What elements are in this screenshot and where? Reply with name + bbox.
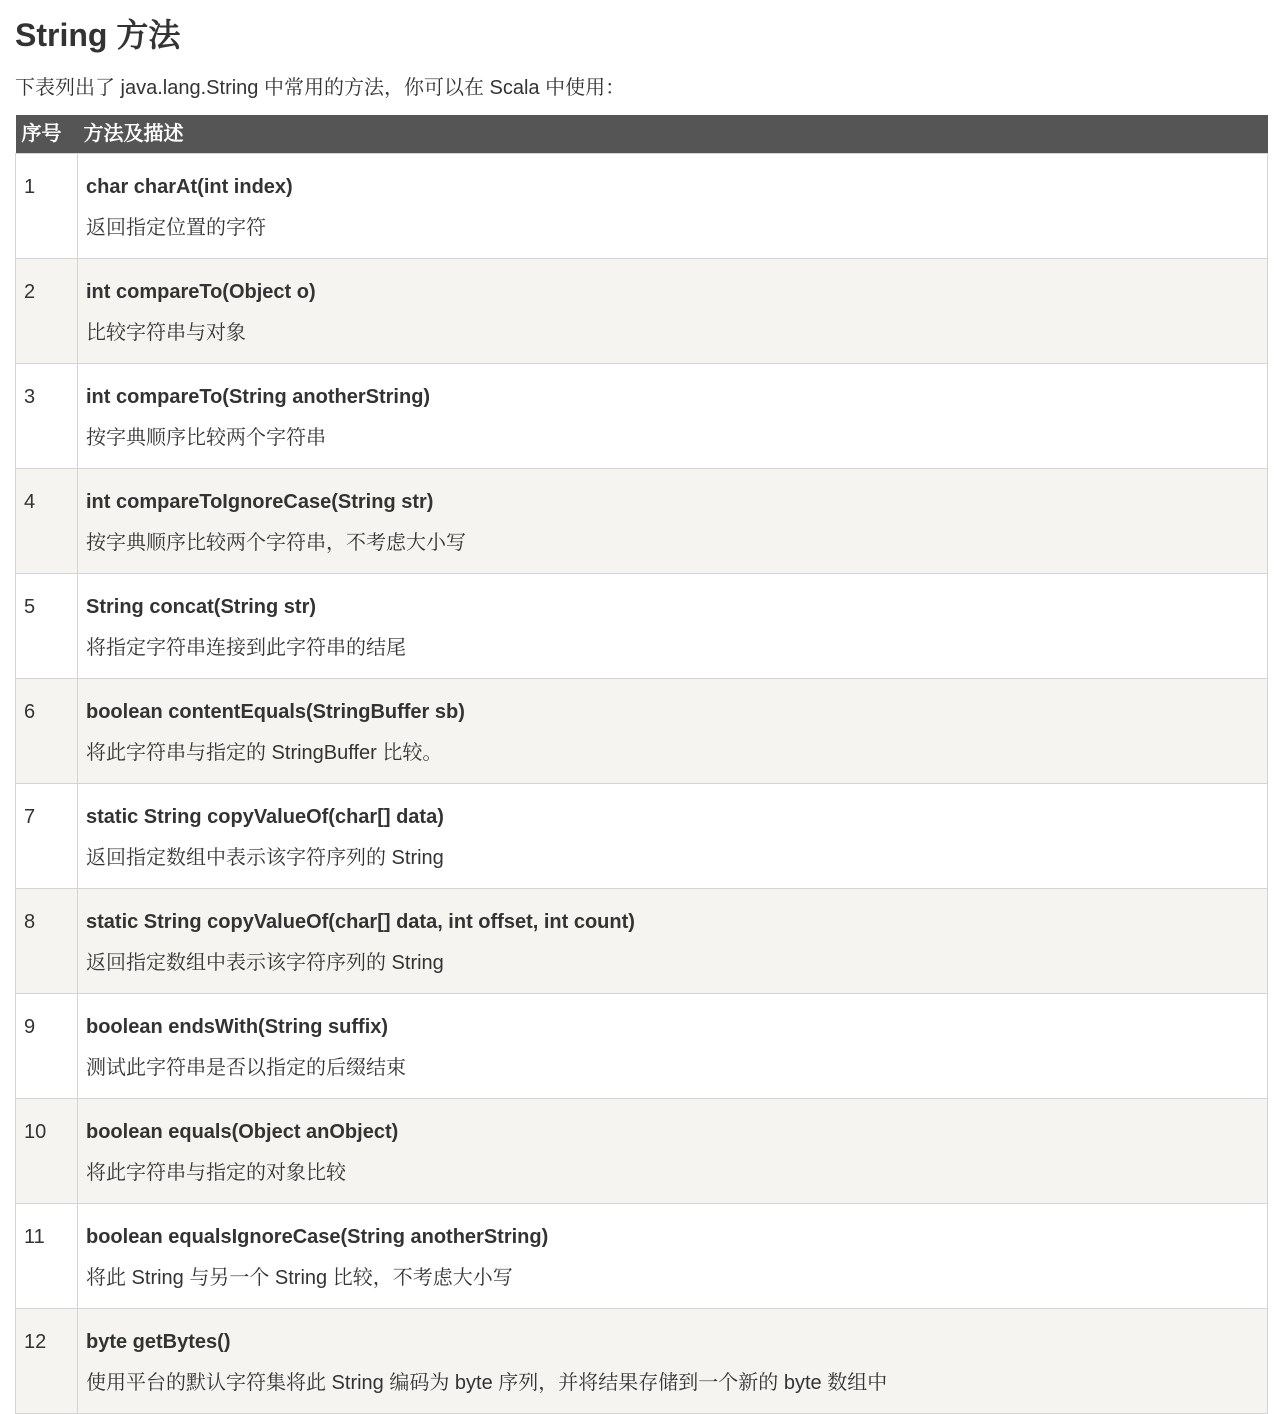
method-cell [78,154,1268,259]
page-title: String 方法 [15,17,181,53]
row-number-cell [16,679,78,784]
row-number: 3 [24,386,36,408]
row-number-cell [16,574,78,679]
row-number: 1 [24,176,36,198]
method-description: 将指定字符串连接到此字符串的结尾 [86,637,406,659]
row-number-cell [16,469,78,574]
method-description: 按字典顺序比较两个字符串 [86,427,326,449]
method-signature: static String copyValueOf(char[] data, int offset, int count) [86,911,635,933]
method-description: 使用平台的默认字符集将此 String 编码为 byte 序列，并将结果存储到一个新的 byte 数组中 [86,1372,888,1394]
row-number: 4 [24,491,36,513]
row-number: 5 [24,596,36,618]
method-cell [78,994,1268,1099]
method-cell [78,469,1268,574]
row-number-cell [16,154,78,259]
row-number-cell [16,889,78,994]
table-row [16,1099,1268,1204]
row-number: 10 [24,1121,47,1143]
method-signature: int compareTo(Object o) [86,281,316,303]
method-signature: String concat(String str) [86,596,317,618]
method-cell [78,784,1268,889]
method-signature: int compareTo(String anotherString) [86,386,431,408]
table-row [16,1204,1268,1309]
intro-paragraph: 下表列出了 java.lang.String 中常用的方法，你可以在 Scala 中使用： [15,77,626,99]
table-row [16,259,1268,364]
method-cell [78,1204,1268,1309]
table-row [16,154,1268,259]
row-number-cell [16,1309,78,1414]
method-description: 测试此字符串是否以指定的后缀结束 [86,1057,406,1079]
method-description: 返回指定数组中表示该字符序列的 String [86,847,444,869]
row-number-cell [16,364,78,469]
method-signature: byte getBytes() [86,1331,231,1353]
row-number-cell [16,259,78,364]
method-signature: int compareToIgnoreCase(String str) [86,491,434,513]
method-description: 将此 String 与另一个 String 比较，不考虑大小写 [86,1267,513,1289]
method-cell [78,679,1268,784]
row-number: 7 [24,806,36,828]
method-signature: boolean equals(Object anObject) [86,1121,399,1143]
row-number-cell [16,1204,78,1309]
table-row [16,574,1268,679]
methods-table [15,115,1268,1414]
method-cell [78,259,1268,364]
method-description: 返回指定位置的字符 [86,217,266,239]
method-description: 将此字符串与指定的对象比较 [86,1162,346,1184]
column-header-number: 序号 [16,115,78,154]
method-cell [78,1309,1268,1414]
method-description: 按字典顺序比较两个字符串，不考虑大小写 [86,532,466,554]
row-number: 8 [24,911,36,933]
table-row [16,679,1268,784]
table-header-row [16,115,1268,154]
method-description: 返回指定数组中表示该字符序列的 String [86,952,444,974]
table-row [16,994,1268,1099]
row-number: 9 [24,1016,36,1038]
method-cell [78,574,1268,679]
table-row [16,784,1268,889]
method-description: 比较字符串与对象 [86,322,246,344]
table-row [16,364,1268,469]
row-number: 6 [24,701,36,723]
row-number: 11 [24,1226,45,1248]
table-row [16,1309,1268,1414]
method-cell [78,364,1268,469]
column-header-method: 方法及描述 [78,115,1268,154]
method-cell [78,1099,1268,1204]
method-description: 将此字符串与指定的 StringBuffer 比较。 [86,742,443,764]
table-row [16,469,1268,574]
row-number-cell [16,994,78,1099]
method-cell [78,889,1268,994]
row-number-cell [16,784,78,889]
table-row [16,889,1268,994]
row-number: 12 [24,1331,47,1353]
method-signature: boolean equalsIgnoreCase(String anotherString) [86,1226,549,1248]
method-signature: char charAt(int index) [86,176,293,198]
method-signature: boolean endsWith(String suffix) [86,1016,389,1038]
method-signature: static String copyValueOf(char[] data) [86,806,444,828]
row-number: 2 [24,281,36,303]
method-signature: boolean contentEquals(StringBuffer sb) [86,701,465,723]
row-number-cell [16,1099,78,1204]
